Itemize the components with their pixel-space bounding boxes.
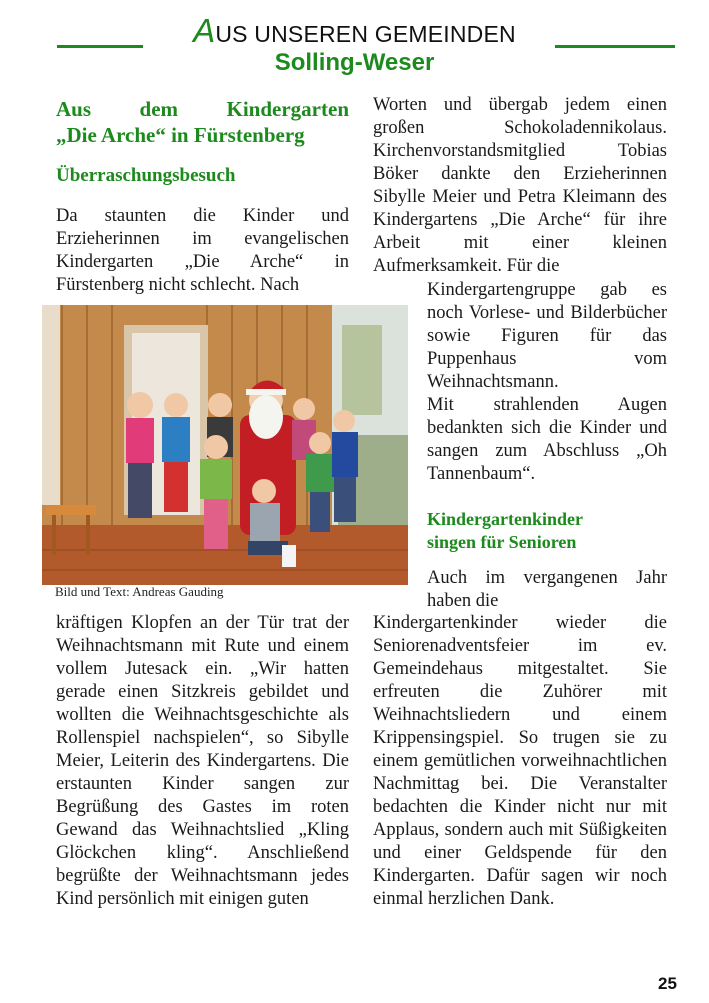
photo-illustration bbox=[42, 305, 408, 585]
article-title bbox=[56, 96, 349, 148]
article-subtitle: Überraschungsbesuch bbox=[56, 165, 236, 186]
section2-title-line1: Kindergartenkinder bbox=[427, 509, 583, 529]
article-title-line2: „Die Arche“ in Fürstenberg bbox=[56, 123, 305, 147]
section2-title bbox=[427, 508, 667, 554]
photo-caption: Bild und Text: Andreas Gauding bbox=[55, 584, 224, 599]
article-paragraph-1: Da staunten die Kinder und Erzieherinnen im evangelischen Kindergarten „Die Arche“ in Fürstenberg nicht schlecht. Nach bbox=[56, 206, 349, 295]
article-title-line1: Aus dem Kindergarten bbox=[56, 97, 349, 121]
article-paragraph-5: Mit strahlenden Augen bedankten sich die Kinder und sangen zum Abschluss „Oh Tannenbaum“. bbox=[427, 395, 667, 484]
kindergarten-photo bbox=[42, 305, 408, 585]
page-number: 25 bbox=[658, 974, 677, 993]
section2-paragraph-1: Auch im vergangenen Jahr haben die bbox=[427, 568, 667, 611]
section2-paragraph-2: Kindergartenkinder wieder die Seniorenadventsfeier im ev. Gemeindehaus mitgestaltet. Sie erfreuten die Zuhörer mit Weihnachtsliedern und einem Krippensingspiel. So trugen sie zu einem gemütlichen vorweihnachtlichen Nachmittag bei. Die Veranstalter bedachten die Kinder nicht nur mit Applaus, sondern auch mit Süßigkeiten und einer Geldspende für den Kindergarten. Dafür sagen wir noch einmal herzlichen Dank. bbox=[373, 613, 667, 909]
section-subtitle: Solling-Weser bbox=[274, 49, 435, 76]
section-title bbox=[0, 14, 709, 48]
section2-title-line2: singen für Senioren bbox=[427, 532, 577, 552]
section-title-initial: A bbox=[193, 12, 216, 49]
article-paragraph-2: kräftigen Klopfen an der Tür trat der Weihnachtsmann mit Rute und einem vollem Jutesack ein. „Wir hatten gerade einen Sitzkreis gebildet und wollten die Weihnachtsgeschichte als Rollenspiel nachspielen“, so Sibylle Meier, Leiterin des Kindergartens. Die erstaunten Kinder sangen zur Begrüßung des Gastes im roten Gewand das Weihnachtslied „Kling Glöckchen kling“. Anschließend begrüßte der Weihnachtsmann jedes Kind persönlich mit einigen guten bbox=[56, 613, 349, 909]
section-title-rest: US UNSEREN GEMEINDEN bbox=[215, 21, 516, 47]
article-paragraph-4: Kindergartengruppe gab es noch Vorlese- und Bilderbücher sowie Figuren für das Puppenhaus vom Weihnachtsmann. bbox=[427, 280, 667, 392]
article-paragraph-3: Worten und übergab jedem einen großen Schokoladennikolaus. Kirchenvorstandsmitglied Tobias Böker dankte den Erzieherinnen Sibylle Meier und Petra Kleimann des Kindergartens „Die Arche“ für ihre Arbeit mit einer kleinen Aufmerksamkeit. Für die bbox=[373, 95, 667, 276]
